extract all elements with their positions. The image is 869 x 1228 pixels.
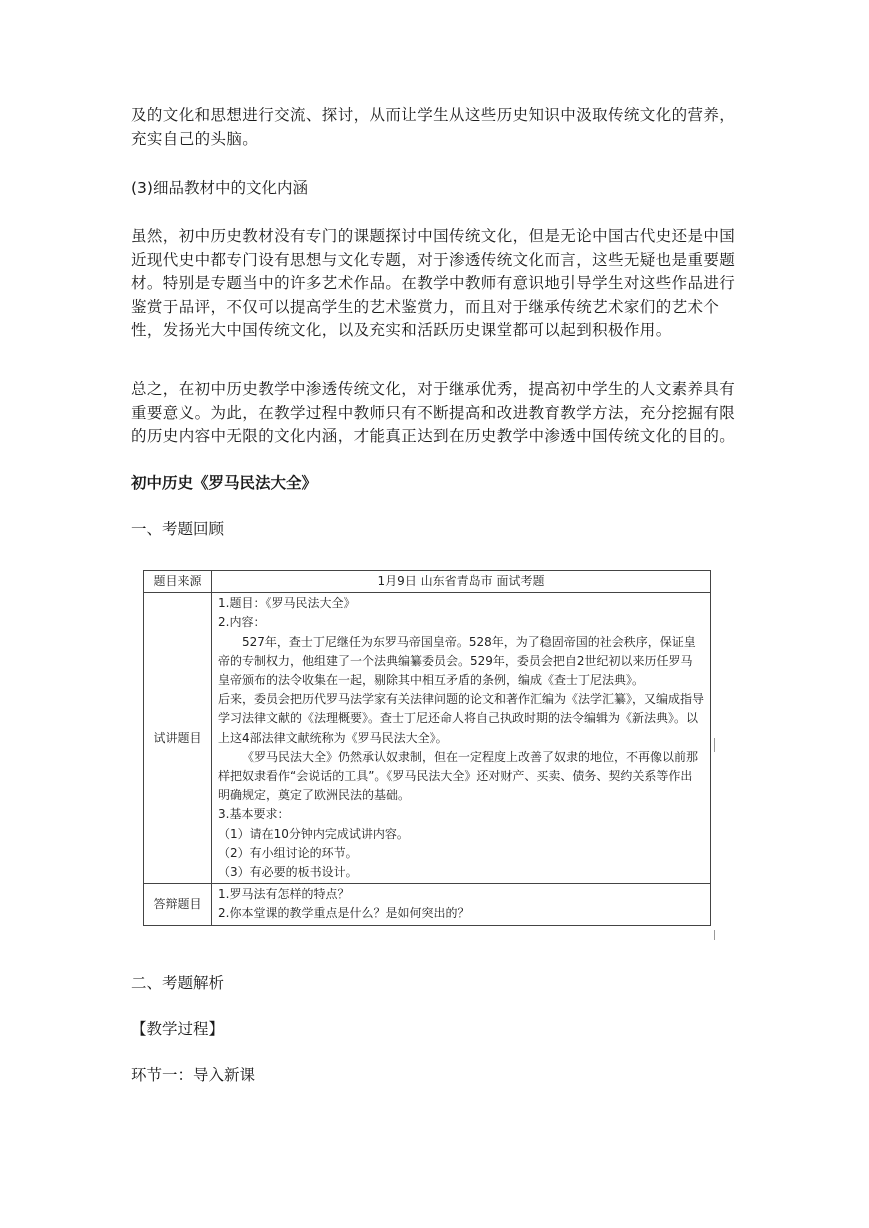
defense-content (212, 884, 711, 925)
table-row-lecture (144, 593, 711, 884)
part-1-heading: 一、考题回顾 (131, 520, 225, 538)
teaching-process-heading: 【教学过程】 (131, 1020, 225, 1038)
table-row-source (144, 571, 711, 593)
table-row-defense (144, 884, 711, 925)
lecture-content (212, 593, 711, 884)
defense-question-2: 2.你本堂课的教学重点是什么？是如何突出的？ (218, 906, 470, 921)
lecture-content-para-2: 后来，委员会把历代罗马法学家有关法律问题的论文和著作汇编为《法学汇纂》，又编成指导学习法律文献的《法理概要》。查士丁尼还命人将自己执政时期的法令编辑为《新法典》。以上这4部法律文献统称为《罗马民法大全》。 (218, 692, 705, 745)
step-1-heading: 环节一：导入新课 (131, 1066, 256, 1084)
source-label: 题目来源 (144, 571, 212, 593)
scan-margin-mark (714, 738, 715, 752)
lecture-label: 试讲题目 (144, 593, 212, 884)
scan-margin-mark-bottom (714, 930, 715, 940)
article-title: 初中历史《罗马民法大全》 (131, 474, 318, 492)
lecture-content-para-3: 《罗马民法大全》仍然承认奴隶制，但在一定程度上改善了奴隶的地位，不再像以前那样把奴隶看作“会说话的工具”。《罗马民法大全》还对财产、买卖、债务、契约关系等作出明确规定，奠定了欧洲民法的基础。 (218, 749, 699, 803)
requirement-1: （1）请在10分钟内完成试讲内容。 (218, 826, 409, 841)
part-2-heading: 二、考题解析 (131, 974, 225, 992)
lecture-title-line: 1.题目：《罗马民法大全》 (218, 596, 356, 611)
requirement-3: （3）有必要的板书设计。 (218, 865, 358, 880)
lecture-content-label: 2.内容： (218, 615, 266, 630)
requirement-2: （2）有小组讨论的环节。 (218, 845, 358, 860)
exam-table (143, 570, 711, 926)
intro-paragraph: 及的文化和思想进行交流、探讨，从而让学生从这些历史知识中汲取传统文化的营养，充实自己的头脑。 (131, 106, 736, 148)
defense-question-1: 1.罗马法有怎样的特点？ (218, 887, 350, 902)
source-value: 1月9日 山东省青岛市 面试考题 (212, 571, 711, 593)
section-3-heading: (3)细品教材中的文化内涵 (131, 179, 308, 197)
lecture-content-para-1: 527年，查士丁尼继任为东罗马帝国皇帝。528年，为了稳固帝国的社会秩序，保证皇帝的专制权力，他组建了一个法典编纂委员会。529年，委员会把自2世纪初以来历任罗马皇帝颁布的法令收集在一起，剔除其中相互矛盾的条例，编成《查士丁尼法典》。 (218, 634, 696, 688)
defense-label: 答辩题目 (144, 884, 212, 925)
requirements-label: 3.基本要求： (218, 807, 290, 822)
summary-paragraph: 总之，在初中历史教学中渗透传统文化，对于继承优秀，提高初中学生的人文素养具有重要意义。为此，在教学过程中教师只有不断提高和改进教育教学方法，充分挖掘有限的历史内容中无限的文化内涵，才能真正达到在历史教学中渗透中国传统文化的目的。 (131, 380, 736, 445)
section-3-paragraph: 虽然，初中历史教材没有专门的课题探讨中国传统文化，但是无论中国古代史还是中国近现代史中都专门设有思想与文化专题，对于渗透传统文化而言，这些无疑也是重要题材。特别是专题当中的许多艺术作品。在教学中教师有意识地引导学生对这些作品进行鉴赏于品评，不仅可以提高学生的艺术鉴赏力，而且对于继承传统艺术家们的艺术个性，发扬光大中国传统文化，以及充实和活跃历史课堂都可以起到积极作用。 (131, 227, 736, 339)
